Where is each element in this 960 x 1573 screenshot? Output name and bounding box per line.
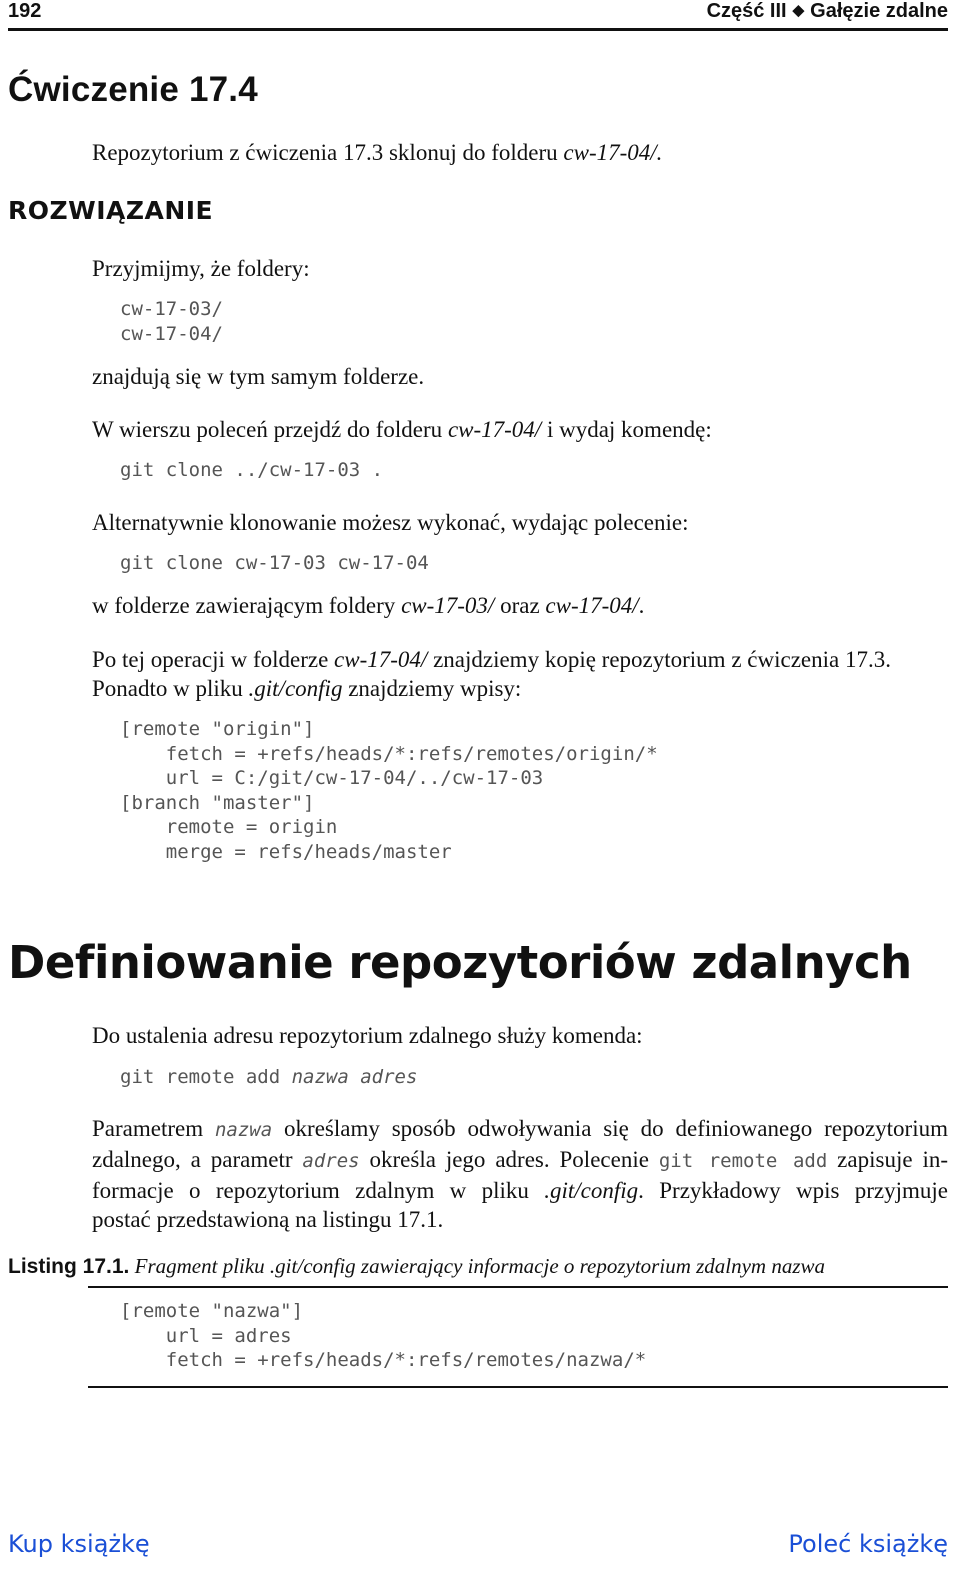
solution-paragraph-5: w folderze zawierającym foldery cw-17-03/ oraz cw-17-04/. (92, 593, 645, 618)
running-head (8, 0, 948, 31)
listing-caption-text: Fragment pliku .git/config zawierający informacje o repozytorium zdalnym nazwa (134, 1254, 826, 1278)
section-heading: Definiowanie repozytoriów zdalnych (8, 936, 912, 989)
solution-paragraph-3: W wierszu poleceń przejdź do folderu cw-17-04/ i wydaj komendę: (92, 417, 712, 442)
listing-caption (8, 1254, 825, 1279)
diamond-icon: ◆ (792, 2, 805, 19)
folder-name: cw-17-04/. (563, 140, 663, 165)
recommend-book-link[interactable]: Poleć książkę (788, 1530, 948, 1558)
section-paragraph-2: Parametrem nazwa określamy sposób odwoływania się do definiowanego repozytorium zdalnego, a parametr adres określa jego adres. Polecenie git remote add zapisuje in- formacje o repozytorium zdalnym w pliku .git/config. Przykładowy wpis przyjmuje postać przedstawioną na listingu 17.1. (92, 1116, 948, 1232)
chapter-title: Gałęzie zdalne (810, 0, 948, 22)
config-code: [remote "origin"] fetch = +refs/heads/*:refs/remotes/origin/* url = C:/git/cw-17-04/../cw-17-03 [branch "master"] remote = origin merge = refs/heads/master (120, 718, 658, 863)
part-label: Część III (706, 0, 787, 22)
clone-command-2: git clone cw-17-03 cw-17-04 (120, 552, 429, 574)
folders-code: cw-17-03/ cw-17-04/ (120, 298, 223, 345)
listing-bottom-rule (88, 1386, 948, 1388)
solution-paragraph-4: Alternatywnie klonowanie możesz wykonać, wydając polecenie: (92, 510, 689, 535)
solution-paragraph-1: Przyjmijmy, że foldery: (92, 256, 310, 281)
solution-paragraph-2: znajdują się w tym samym folderze. (92, 364, 425, 389)
section-paragraph-1: Do ustalenia adresu repozytorium zdalnego służy komenda: (92, 1023, 643, 1048)
solution-paragraph-6: Po tej operacji w folderze cw-17-04/ znajdziemy kopię repozytorium z ćwiczenia 17.3. Ponadto w pliku .git/config znajdziemy wpisy: (92, 647, 891, 701)
buy-book-link[interactable]: Kup książkę (8, 1530, 150, 1558)
remote-add-command: git remote add nazwa adres (120, 1066, 418, 1088)
listing-top-rule (88, 1286, 948, 1288)
solution-heading: ROZWIĄZANIE (8, 196, 214, 225)
listing-code: [remote "nazwa"] url = adres fetch = +refs/heads/*:refs/remotes/nazwa/* (120, 1300, 647, 1371)
exercise-heading: Ćwiczenie 17.4 (8, 70, 258, 109)
page-number: 192 (8, 0, 42, 22)
clone-command-1: git clone ../cw-17-03 . (120, 459, 384, 481)
exercise-task: Repozytorium z ćwiczenia 17.3 sklonuj do folderu cw-17-04/. (92, 140, 663, 165)
section-indicator (707, 0, 948, 23)
listing-label: Listing 17.1. (8, 1255, 130, 1278)
